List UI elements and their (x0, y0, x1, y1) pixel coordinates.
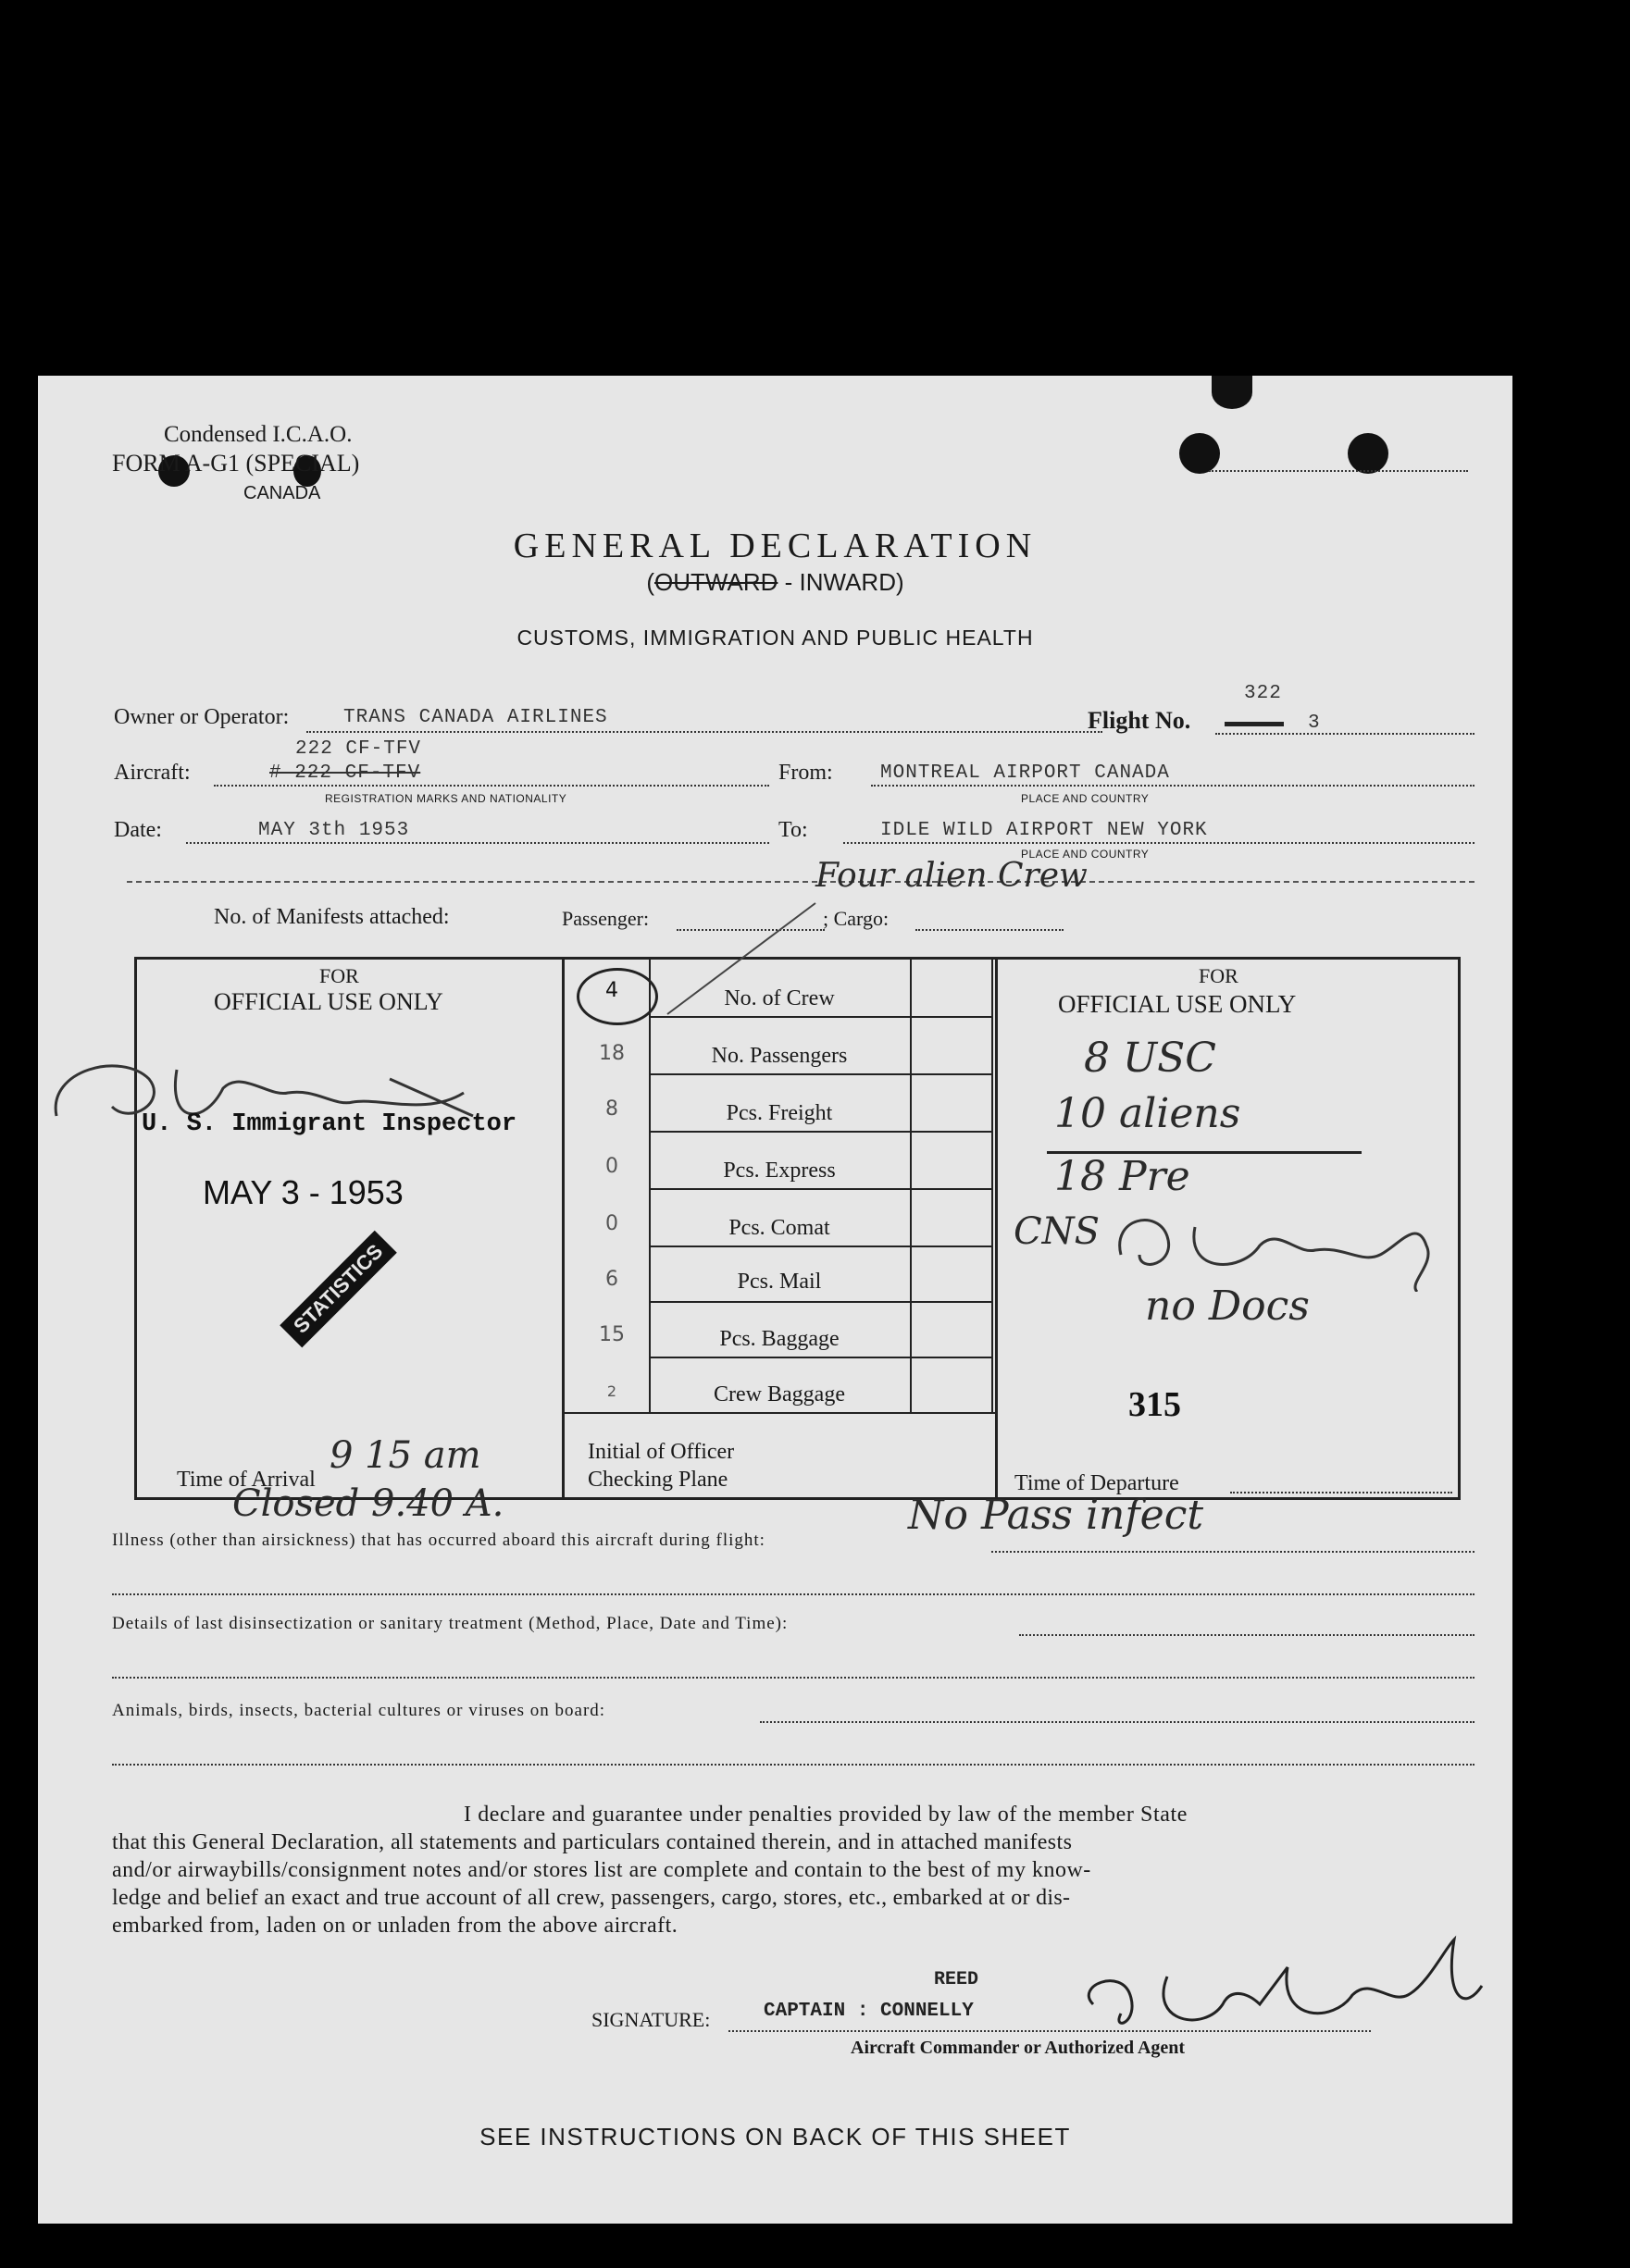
mail-value: 6 (605, 1268, 618, 1291)
flight-strike (1225, 722, 1284, 726)
time-departure-line (1230, 1492, 1452, 1493)
disinsect-label: Details of last disinsectization or sanitary treatment (Method, Place, Date and Time): (112, 1614, 789, 1633)
signer-caption: Aircraft Commander or Authorized Agent (851, 2038, 1186, 2058)
right-note-cns: CNS (1014, 1210, 1101, 1253)
left-official-for: FOR (319, 964, 359, 987)
signature-typed: CAPTAIN : CONNELLY (764, 2001, 974, 2022)
declaration-line-5: embarked from, laden on or unladen from the above aircraft. (112, 1914, 678, 1938)
signature-corrected: REED (934, 1969, 979, 1990)
disinsect-line-2 (112, 1677, 1474, 1679)
officer-signature (1102, 1190, 1454, 1292)
stamp-date: MAY 3 - 1953 (203, 1173, 404, 1211)
row-separator (649, 1301, 993, 1303)
table-col-divider (991, 957, 993, 1412)
flight-value: 3 (1308, 713, 1321, 734)
footer-instructions: SEE INSTRUCTIONS ON BACK OF THIS SHEET (479, 2123, 1071, 2150)
right-official-use: OFFICIAL USE ONLY (1058, 990, 1297, 1018)
checking-plane-label: Checking Plane (588, 1468, 728, 1492)
declaration-line-2: that this General Declaration, all statements and particulars contained therein, and in attached manifests (112, 1830, 1073, 1854)
owner-line (306, 731, 1102, 733)
owner-value: TRANS CANADA AIRLINES (343, 707, 608, 728)
animals-line (760, 1721, 1474, 1723)
page-title: GENERAL DECLARATION (513, 527, 1038, 565)
row-separator (649, 1188, 993, 1190)
from-place-caption: PLACE AND COUNTRY (1021, 792, 1150, 805)
subheading: CUSTOMS, IMMIGRATION AND PUBLIC HEALTH (516, 626, 1034, 650)
freight-label: Pcs. Freight (726, 1101, 833, 1125)
right-note-aliens: 10 aliens (1054, 1090, 1241, 1137)
row-separator (649, 1131, 993, 1133)
declaration-line-3: and/or airwaybills/consignment notes and/or stores list are complete and contain to the best of my know- (112, 1858, 1091, 1882)
flight-line (1215, 733, 1474, 735)
aircraft-line (214, 785, 769, 787)
punch-hole (1179, 433, 1220, 474)
form-id: FORM A-G1 (SPECIAL) (112, 450, 360, 477)
crew-count-label: No. of Crew (724, 986, 835, 1010)
right-note-usc: 8 USC (1084, 1035, 1216, 1082)
crew-baggage-value: 2 (606, 1382, 617, 1400)
captain-signature (1056, 1930, 1500, 2051)
from-line (871, 785, 1474, 787)
flight-label: Flight No. (1088, 707, 1191, 734)
right-note-pre: 18 Pre (1054, 1153, 1190, 1200)
registration-caption: REGISTRATION MARKS AND NATIONALITY (325, 792, 567, 805)
time-departure-label: Time of Departure (1014, 1471, 1179, 1495)
closed-note: Closed 9.40 A. (232, 1482, 504, 1525)
disinsect-line (1019, 1634, 1474, 1636)
direction-subtitle (38, 568, 1512, 597)
ref-number-line (1209, 470, 1468, 472)
form-country: CANADA (243, 483, 321, 503)
date-line (186, 842, 769, 844)
passenger-label: Passenger: (562, 907, 650, 930)
statistics-stamp: STATISTICS (280, 1231, 397, 1348)
table-col-divider (995, 957, 998, 1499)
aircraft-value-top: 222 CF-TFV (295, 738, 422, 760)
right-note-no-docs: no Docs (1145, 1283, 1310, 1330)
row-separator (649, 1246, 993, 1247)
illness-line (991, 1551, 1474, 1553)
freight-value: 8 (605, 1097, 618, 1121)
to-place-caption: PLACE AND COUNTRY (1021, 848, 1150, 861)
outward-struck: OUTWARD (654, 568, 778, 596)
passengers-value: 18 (599, 1042, 625, 1065)
express-label: Pcs. Express (723, 1159, 836, 1183)
declaration-line-1: I declare and guarantee under penalties provided by law of the member State (464, 1803, 1188, 1827)
express-value: 0 (605, 1155, 618, 1178)
from-value: MONTREAL AIRPORT CANADA (880, 762, 1170, 784)
comat-value: 0 (605, 1212, 618, 1235)
declaration-line-4: ledge and belief an exact and true account of all crew, passengers, cargo, stores, etc., embarked at or dis- (112, 1886, 1071, 1910)
animals-label: Animals, birds, insects, bacterial cultures or viruses on board: (112, 1701, 606, 1720)
owner-label: Owner or Operator: (114, 705, 290, 729)
passengers-label: No. Passengers (711, 1044, 848, 1068)
from-label: From: (778, 761, 833, 785)
to-value: IDLE WILD AIRPORT NEW YORK (880, 820, 1208, 841)
crew-count-value: 4 (605, 979, 618, 1002)
time-arrival-value: 9 15 am (330, 1434, 481, 1477)
illness-label: Illness (other than airsickness) that has occurred aboard this aircraft during flight: (112, 1531, 765, 1550)
torn-corner (1212, 376, 1252, 409)
to-line (843, 842, 1474, 844)
signature-label: SIGNATURE: (591, 2008, 711, 2031)
illness-value: No Pass infect (908, 1492, 1204, 1539)
aircraft-value-struck: # 222 CF-TFV (269, 762, 421, 784)
row-separator (649, 1357, 993, 1358)
cargo-line (915, 929, 1064, 931)
time-arrival-label: Time of Arrival (177, 1468, 316, 1492)
table-col-divider (562, 957, 565, 1499)
inspector-stamp: U. S. Immigrant Inspector (142, 1110, 517, 1138)
manifests-label: No. of Manifests attached: (214, 905, 450, 929)
pencil-slash (649, 894, 834, 1023)
animals-line-2 (112, 1764, 1474, 1766)
right-official-for: FOR (1199, 964, 1238, 987)
mail-label: Pcs. Mail (737, 1270, 822, 1294)
aircraft-label: Aircraft: (114, 761, 191, 785)
form-condensed: Condensed I.C.A.O. (164, 422, 353, 447)
initial-officer-label: Initial of Officer (588, 1440, 735, 1464)
baggage-value: 15 (599, 1323, 625, 1346)
date-label: Date: (114, 818, 162, 842)
inward-text: - INWARD) (778, 568, 904, 596)
cargo-label: ; Cargo: (823, 907, 890, 930)
paren-open: ( (646, 568, 655, 596)
table-col-divider (910, 957, 912, 1412)
handwritten-crew-note: Four alien Crew (815, 857, 1088, 895)
left-official-use: OFFICIAL USE ONLY (214, 988, 443, 1015)
crew-baggage-label: Crew Baggage (714, 1382, 845, 1407)
row-separator (649, 1073, 993, 1075)
declaration-sheet (38, 376, 1512, 2224)
baggage-label: Pcs. Baggage (719, 1327, 840, 1351)
table-right-border (1458, 957, 1461, 1499)
punch-hole (1348, 433, 1388, 474)
illness-line-2 (112, 1593, 1474, 1595)
right-number: 315 (1128, 1385, 1181, 1424)
header-divider (127, 881, 1474, 883)
date-value: MAY 3th 1953 (258, 820, 410, 841)
flight-corrected: 322 (1244, 683, 1282, 704)
table-mid-bottom (562, 1412, 997, 1414)
to-label: To: (778, 818, 808, 842)
comat-label: Pcs. Comat (728, 1216, 830, 1240)
